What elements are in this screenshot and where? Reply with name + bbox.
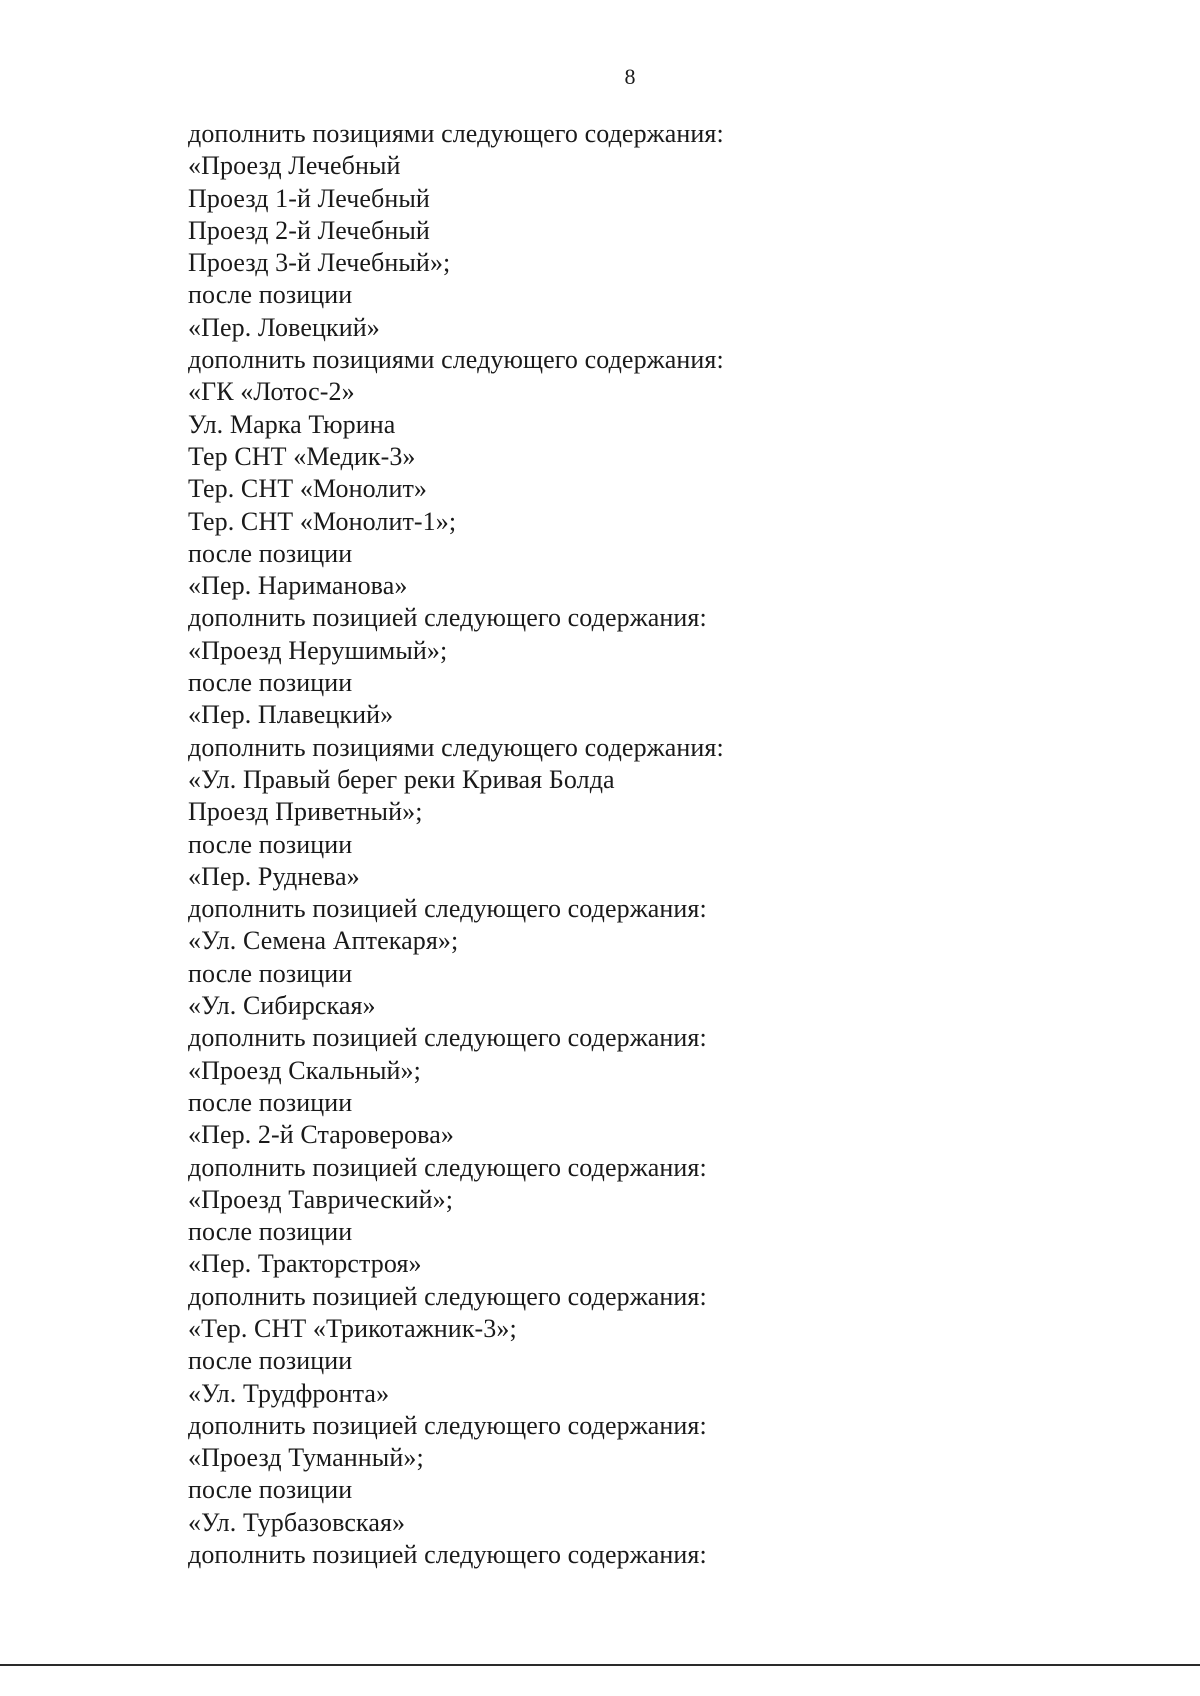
document-body [188, 118, 948, 1571]
document-line: дополнить позициями следующего содержания: [188, 732, 724, 762]
document-line: дополнить позициями следующего содержания: [188, 119, 724, 148]
document-line: после позиции [188, 280, 353, 310]
document-line: «Проезд Лечебный [188, 151, 401, 181]
document-line: дополнить позициями следующего содержания: [188, 345, 724, 375]
document-line: «Пер. Плавецкий» [188, 700, 394, 730]
document-line: дополнить позицией следующего содержания: [188, 894, 707, 924]
document-line: «Ул. Правый берег реки Кривая Болда [188, 764, 615, 794]
document-line: Тер СНТ «Медик-3» [188, 441, 416, 471]
document-line: «Тер. СНТ «Трикотажник-3»; [188, 1313, 517, 1343]
document-line: Проезд Приветный»; [188, 797, 423, 827]
document-line: «Ул. Сибирская» [188, 991, 376, 1021]
bottom-rule [0, 1664, 1200, 1666]
document-line: после позиции [188, 538, 353, 568]
document-line: Проезд 2-й Лечебный [188, 215, 430, 245]
document-line: «Пер. Ловецкий» [188, 312, 380, 342]
document-line: после позиции [188, 1346, 353, 1376]
document-line: дополнить позицией следующего содержания: [188, 1410, 707, 1440]
document-line: дополнить позицией следующего содержания: [188, 1281, 707, 1311]
document-line: после позиции [188, 668, 353, 698]
document-line: «Пер. 2-й Староверова» [188, 1120, 454, 1150]
document-line: после позиции [188, 1217, 353, 1247]
document-line: «Пер. Руднева» [188, 861, 360, 891]
document-line: «ГК «Лотос-2» [188, 377, 355, 407]
document-line: «Ул. Турбазовская» [188, 1507, 406, 1537]
document-line: «Пер. Тракторстроя» [188, 1249, 422, 1279]
document-line: «Проезд Таврический»; [188, 1184, 454, 1214]
document-line: Проезд 1-й Лечебный [188, 183, 430, 213]
document-line: после позиции [188, 958, 353, 988]
document-line: Ул. Марка Тюрина [188, 409, 396, 439]
document-line: дополнить позицией следующего содержания: [188, 603, 707, 633]
document-line: дополнить позицией следующего содержания: [188, 1540, 707, 1570]
document-line: дополнить позицией следующего содержания: [188, 1023, 707, 1053]
document-line: «Ул. Семена Аптекаря»; [188, 926, 459, 956]
document-line: «Ул. Трудфронта» [188, 1378, 390, 1408]
document-line: «Проезд Нерушимый»; [188, 635, 448, 665]
document-line: после позиции [188, 1087, 353, 1117]
page-number: 8 [624, 64, 636, 89]
document-line: после позиции [188, 1475, 353, 1505]
document-line: «Пер. Нариманова» [188, 571, 408, 601]
document-line: дополнить позицией следующего содержания: [188, 1152, 707, 1182]
document-line: «Проезд Скальный»; [188, 1055, 421, 1085]
document-line: Тер. СНТ «Монолит-1»; [188, 506, 457, 536]
document-line: «Проезд Туманный»; [188, 1443, 424, 1473]
document-line: после позиции [188, 829, 353, 859]
document-line: Проезд 3-й Лечебный»; [188, 248, 451, 278]
document-line: Тер. СНТ «Монолит» [188, 474, 428, 504]
